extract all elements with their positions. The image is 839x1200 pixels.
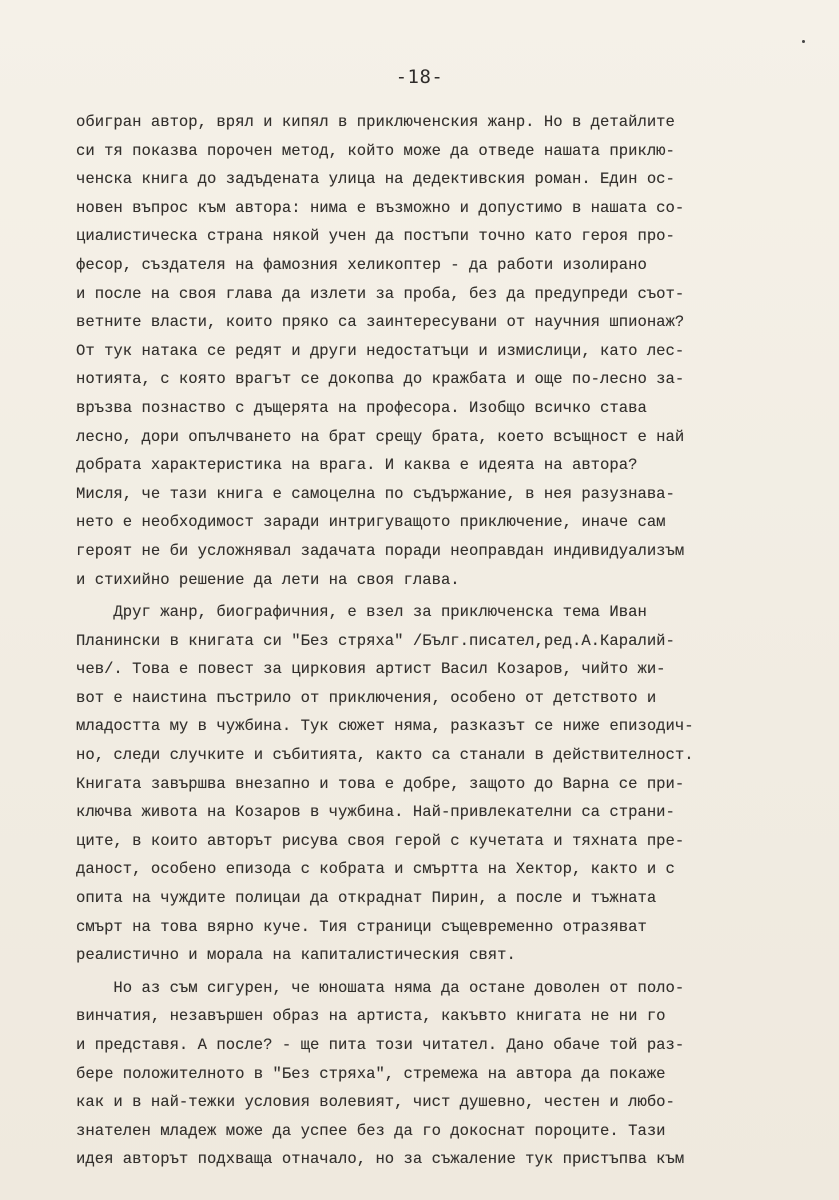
text-line: винчатия, незавършен образ на артиста, какъвто книгата не ни го [76,1007,666,1026]
text-line: опита на чуждите полицаи да откраднат Пирин, а после и тъжната [76,889,657,908]
text-line: и после на своя глава да излети за проба, без да предупреди съот- [76,284,685,303]
paragraph [76,974,780,1174]
text-line: идея авторът подхваща отначало, но за съжаление тук пристъпва към [76,1150,685,1169]
document-body [76,108,780,1174]
text-line: Мисля, че тази книга е самоцелна по съдържание, в нея разузнава- [76,484,675,503]
text-line: вот е наистина пъстрило от приключения, особено от детството и [76,688,657,707]
text-line: Но аз съм сигурен, че юношата няма да остане доволен от поло- [76,978,685,997]
text-line: ключва живота на Козаров в чужбина. Най-привлекателни са страни- [76,803,675,822]
text-line: как и в най-тежки условия волевият, чист душевно, честен и любо- [76,1093,675,1112]
text-line: си тя показва порочен метод, който може да отведе нашата приклю- [76,141,675,160]
text-line: героят не би усложнявал задачата поради неоправдан индивидуализъм [76,541,685,560]
text-line: и стихийно решение да лети на своя глава. [76,570,460,589]
text-line: но, следи случките и събитията, както са станали в действителност. [76,746,694,765]
text-line: ветните власти, които пряко са заинтересувани от научния шпионаж? [76,313,685,332]
text-line: ците, в които авторът рисува своя герой с кучетата и тяхната пре- [76,831,685,850]
text-line: циалистическа страна някой учен да постъпи точно като героя про- [76,227,675,246]
text-line: нето е необходимост заради интригуващото приключение, иначе сам [76,513,666,532]
text-line: реалистично и морала на капиталистическия свят. [76,946,516,965]
text-line: връзва познаство с дъщерята на професора. Изобщо всичко става [76,398,647,417]
text-line: знателен младеж може да успее без да го докоснат пороците. Тази [76,1121,666,1140]
text-line: Друг жанр, биографичния, е взел за приключенска тема Иван [76,603,647,622]
text-line: чев/. Това е повест за цирковия артист Васил Козаров, чийто жи- [76,660,666,679]
text-line: смърт на това вярно куче. Тия страници същевременно отразяват [76,917,647,936]
text-line: добрата характеристика на врага. И каква е идеята на автора? [76,456,638,475]
ink-speck [802,40,805,43]
text-line: Планински в книгата си "Без стряха" /Бълг.писател,ред.А.Каралий- [76,631,675,650]
text-line: От тук натака се редят и други недостатъци и измислици, като лес- [76,341,685,360]
text-line: новен въпрос към автора: нима е възможно и допустимо в нашата со- [76,198,685,217]
text-line: младостта му в чужбина. Тук сюжет няма, разказът се ниже епизодич- [76,717,694,736]
text-line: лесно, дори опълчването на брат срещу брата, което всъщност е най [76,427,685,446]
text-line: обигран автор, врял и кипял в приключенския жанр. Но в детайлите [76,113,675,131]
text-line: фесор, създателя на фамозния хеликоптер - да работи изолирано [76,255,647,274]
text-line: даност, особено епизода с кобрата и смъртта на Хектор, както и с [76,860,675,879]
text-line: Книгата завършва внезапно и това е добре, защото до Варна се при- [76,774,685,793]
paragraph [76,598,780,970]
page-number: -18- [395,66,444,88]
text-line: нотията, с която врагът се докопва до кражбата и още по-лесно за- [76,370,685,389]
text-line: бере положителното в "Без стряха", стремежа на автора да покаже [76,1064,666,1083]
text-line: ченска книга до задъдената улица на дедективския роман. Един ос- [76,170,675,189]
paragraph [76,108,780,594]
text-line: и представя. А после? - ще пита този читател. Дано обаче той раз- [76,1036,685,1054]
